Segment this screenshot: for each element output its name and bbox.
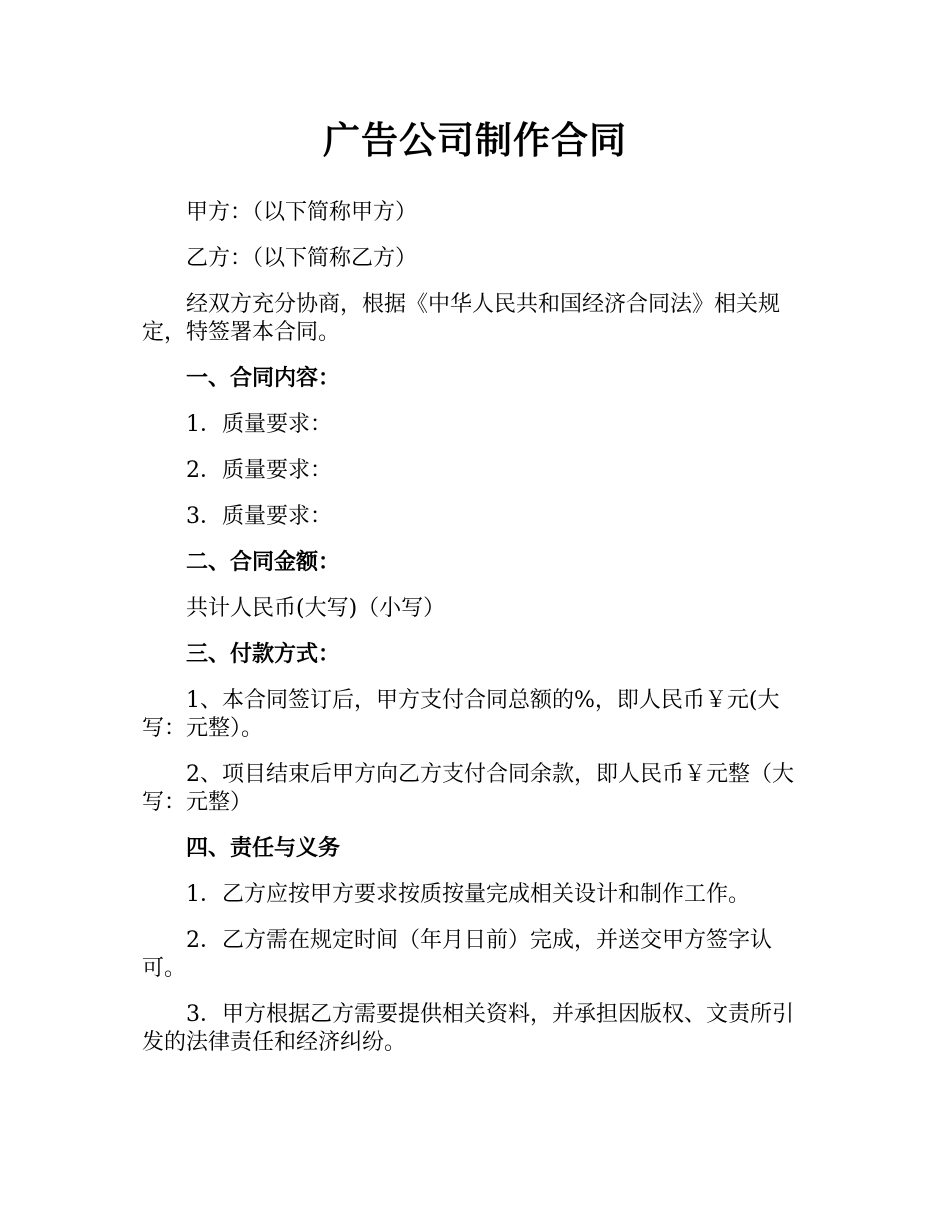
section-4-item: 1．乙方应按甲方要求按质按量完成相关设计和制作工作。 [186,882,750,907]
section-3-item: 1、本合同签订后，甲方支付合同总额的%，即人民币￥元(大写：元整）。 [142,688,780,741]
section-1-item: 1．质量要求： [186,412,332,437]
document-body [142,199,808,1075]
section-4-item: 3．甲方根据乙方需要提供相关资料，并承担因版权、文责所引发的法律责任和经济纠纷。 [142,1002,794,1055]
party-b-line: 乙方：（以下简称乙方） [186,246,418,271]
section-1-item: 2．质量要求： [186,458,332,483]
section-2-text: 共计人民币(大写)（小写） [186,596,446,621]
preamble-paragraph: 经双方充分协商，根据《中华人民共和国经济合同法》相关规定，特签署本合同。 [142,292,781,345]
section-2-heading: 二、合同金额： [186,550,341,575]
section-3-item: 2、项目结束后甲方向乙方支付合同余款，即人民币￥元整（大写：元整） [142,762,794,815]
party-a-line: 甲方：（以下简称甲方） [186,200,418,225]
section-4-item: 2．乙方需在规定时间（年月日前）完成，并送交甲方签字认可。 [142,928,772,981]
document-title: 广告公司制作合同 [323,119,627,162]
section-3-heading: 三、付款方式： [186,642,341,667]
section-4-heading: 四、责任与义务 [186,836,341,861]
section-1-item: 3．质量要求： [186,504,332,529]
section-1-heading: 一、合同内容： [186,366,341,391]
